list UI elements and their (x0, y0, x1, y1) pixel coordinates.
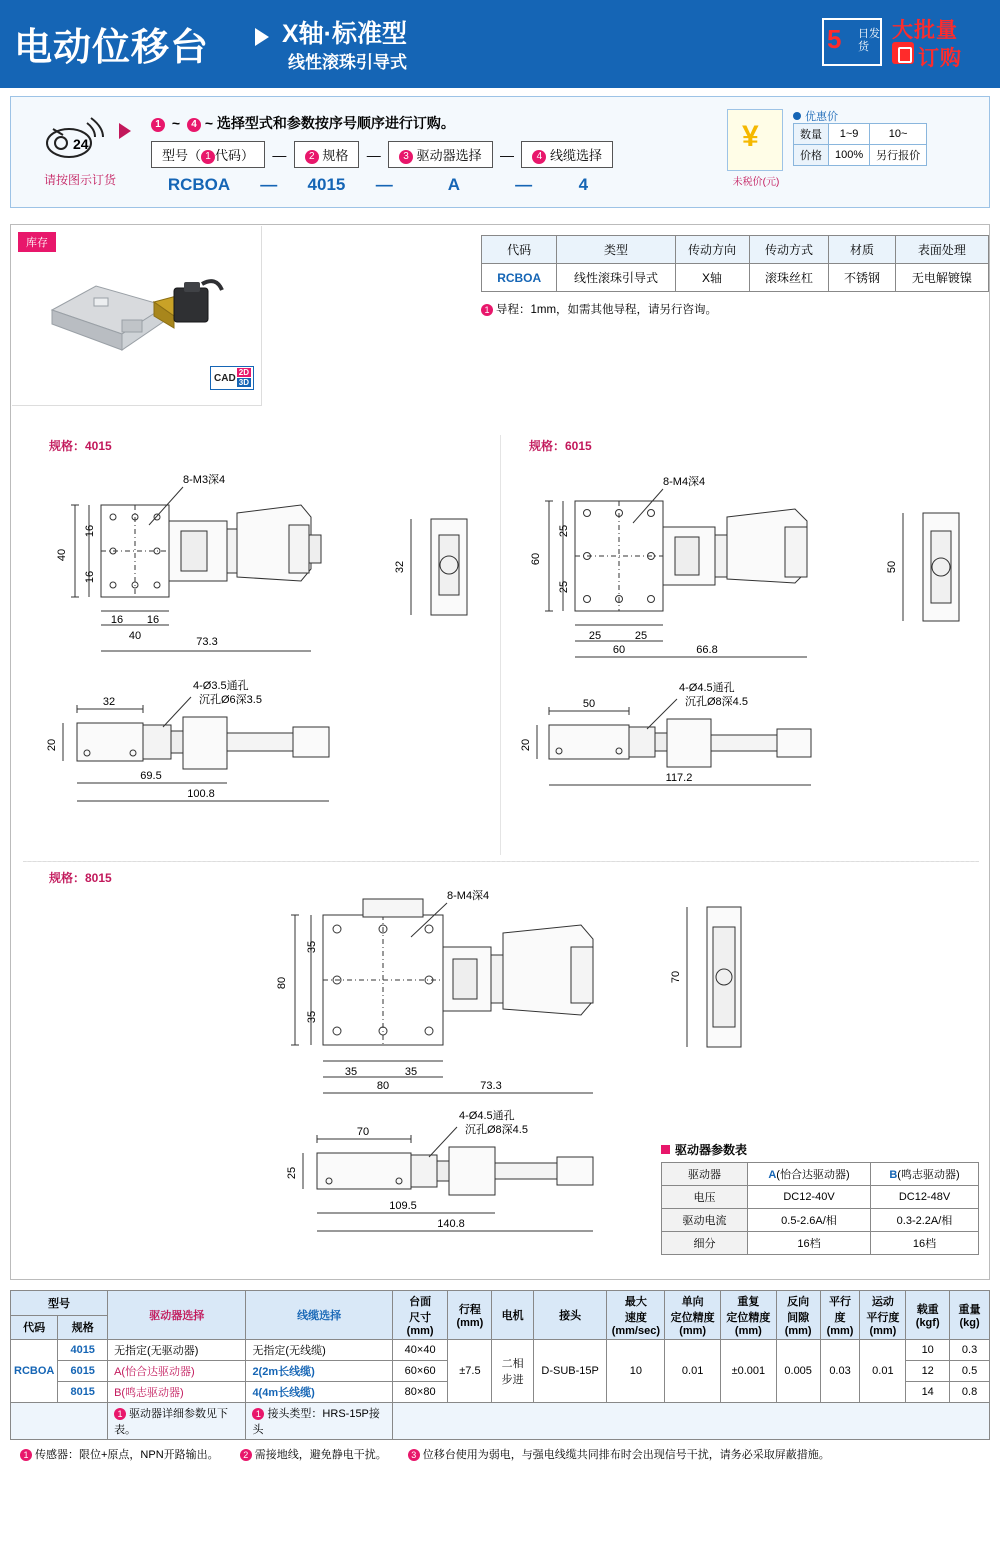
spec-label-8015: 规格：8015 (49, 871, 112, 885)
driver-current-a: 0.5-2.6A/相 (748, 1209, 871, 1232)
table-header-row (662, 1163, 979, 1186)
bh-driver: 驱动器选择 (108, 1291, 246, 1340)
footnote-1: 1 传感器：限位+原点，NPN开路输出。 (20, 1446, 219, 1462)
price-box (727, 109, 977, 195)
price-price-v2: 另行报价 (870, 145, 927, 166)
cell-motor: 二相 步进 (492, 1340, 534, 1403)
driver-current-b: 0.3-2.2A/相 (870, 1209, 978, 1232)
bh-backlash: 反向 间隙 (mm) (776, 1291, 820, 1340)
bulk-order-line2: 订购 (918, 47, 962, 70)
svg-text:100.8: 100.8 (187, 788, 215, 800)
cell-size-6015: 6015 (58, 1361, 108, 1382)
cell-surface: 无电解镀镍 (895, 264, 988, 292)
svg-text:70: 70 (670, 970, 682, 984)
table-header-row (482, 236, 989, 264)
order-by-phone-label: 请按图示订货 (43, 173, 116, 187)
product-photo (34, 258, 234, 368)
cell-driver-opt-1: A(怡合达驱动器) (108, 1361, 246, 1382)
promo-label: 优惠价 (793, 108, 838, 124)
dim-4015-40h: 40 (56, 548, 68, 562)
svg-text:20: 20 (46, 738, 58, 752)
bh-code: 代码 (11, 1315, 58, 1340)
cell-size-8015: 8015 (58, 1382, 108, 1403)
hole-note-4015-1: 4-Ø3.5通孔 (193, 680, 249, 692)
price-price-v1: 100% (829, 145, 870, 166)
svg-text:16: 16 (110, 614, 124, 626)
cell-driver-opt-2: B(鸣志驱动器) (108, 1382, 246, 1403)
page-title: 电动位移台 (14, 27, 210, 69)
tap-note-4015: 8-M3深4 (183, 474, 226, 486)
svg-text:80: 80 (376, 1080, 390, 1092)
drawing-4015 (31, 465, 481, 845)
order-cell-driver[interactable]: 3 驱动器选择 (388, 141, 493, 168)
cell-direction: X轴 (675, 264, 749, 292)
cell-note-filler (392, 1403, 989, 1440)
cell-size-60: 60×60 (392, 1361, 448, 1382)
driver-micro-b: 16档 (870, 1232, 978, 1255)
bh-table-size: 台面 尺寸 (mm) (392, 1291, 448, 1340)
table-row (662, 1186, 979, 1209)
cell-connector: D-SUB-15P (533, 1340, 606, 1403)
cell-size-80: 80×80 (392, 1382, 448, 1403)
price-qty-v2: 10~ (870, 124, 927, 145)
drawing-divider-horizontal (23, 861, 979, 862)
cell-cable-opt-0: 无指定(无线缆) (246, 1340, 392, 1361)
svg-text:66.8: 66.8 (696, 644, 718, 656)
order-code-dash-2: — (375, 175, 393, 194)
table-row (662, 1209, 979, 1232)
svg-text:16: 16 (146, 614, 160, 626)
order-by-phone (25, 109, 135, 195)
price-qty-label: 数量 (794, 124, 829, 145)
table-row (482, 264, 989, 292)
cell-load-2: 14 (906, 1382, 950, 1403)
footnotes (20, 1446, 1000, 1462)
bh-weight: 重量 (kg) (950, 1291, 990, 1340)
driver-voltage-label: 电压 (662, 1186, 748, 1209)
svg-text:32: 32 (102, 696, 116, 708)
order-code-driver: A (447, 175, 461, 194)
svg-text:35: 35 (404, 1066, 418, 1078)
product-photo-box (12, 226, 262, 406)
order-code-dash-3: — (515, 175, 533, 194)
bulk-order-badge (892, 14, 988, 70)
cell-stroke: ±7.5 (448, 1340, 492, 1403)
table-row (662, 1232, 979, 1255)
bh-parallel: 平行 度 (mm) (820, 1291, 860, 1340)
order-instructions-box (10, 96, 990, 208)
order-step-4: 4 (187, 118, 201, 132)
driver-current-label: 驱动电流 (662, 1209, 748, 1232)
svg-text:25: 25 (286, 1166, 298, 1180)
svg-text:109.5: 109.5 (389, 1200, 417, 1212)
table-row (11, 1340, 990, 1361)
cell-backlash: 0.005 (776, 1340, 820, 1403)
cell-load-0: 10 (906, 1340, 950, 1361)
shipping-days-number: 5 (827, 24, 842, 54)
hole-note-6015-2: 沉孔Ø8深4.5 (685, 696, 748, 708)
spec-label-6015: 规格：6015 (529, 439, 592, 453)
spec-summary-block (10, 1290, 990, 1461)
driver-col-label: 驱动器 (662, 1163, 748, 1186)
svg-text:25: 25 (558, 580, 570, 594)
cell-load-1: 12 (906, 1361, 950, 1382)
tap-note-8015: 8-M4深4 (447, 890, 490, 902)
bh-load: 载重 (kgf) (906, 1291, 950, 1340)
table-row (11, 1403, 990, 1440)
driver-param-title: 驱动器参数表 (661, 1141, 979, 1158)
cell-driver-opt-0: 无指定(无驱动器) (108, 1340, 246, 1361)
table-row (794, 124, 927, 145)
svg-text:35: 35 (306, 1010, 318, 1024)
drawing-6015 (511, 465, 981, 845)
page-header (0, 0, 1000, 88)
driver-micro-a: 16档 (748, 1232, 871, 1255)
cell-model-code: RCBOA (11, 1340, 58, 1403)
order-code-size: 4015 (307, 175, 346, 194)
svg-text:60: 60 (612, 644, 626, 656)
svg-text:40: 40 (128, 630, 142, 642)
order-instruction-text: ~ 选择型式和参数按序号顺序进行订购。 (204, 115, 455, 131)
spec-label-4015: 规格：4015 (49, 439, 112, 453)
cell-weight-0: 0.3 (950, 1340, 990, 1361)
order-code-cable: 4 (578, 175, 589, 194)
bulk-order-line1: 大批量 (892, 19, 958, 42)
driver-voltage-a: DC12-40V (748, 1186, 871, 1209)
cell-max-speed: 10 (607, 1340, 665, 1403)
header-subtitle-1: X轴·标准型 (282, 20, 408, 48)
bh-connector: 接头 (533, 1291, 606, 1340)
cell-empty-note (11, 1403, 108, 1440)
driver-col-a: A(怡合达驱动器) (748, 1163, 871, 1186)
svg-text:50: 50 (886, 560, 898, 574)
order-cell-size[interactable]: 2 规格 (294, 141, 360, 168)
order-cell-model[interactable]: 型号（ 1 代码） (151, 141, 265, 168)
yen-box (727, 109, 783, 171)
svg-text:32: 32 (394, 560, 406, 574)
tap-note-6015: 8-M4深4 (663, 476, 706, 488)
order-instruction: 1 ~ 4 ~ 选择型式和参数按序号顺序进行订购。 (151, 113, 455, 133)
col-drive: 传动方式 (749, 236, 829, 264)
order-code-structure (151, 141, 613, 167)
cell-size-4015: 4015 (58, 1340, 108, 1361)
driver-param-block (661, 1141, 979, 1255)
bh-model: 型号 (11, 1291, 108, 1316)
cell-cable-opt-1: 2(2m长线缆) (246, 1361, 392, 1382)
cart-icon (892, 42, 914, 64)
svg-text:117.2: 117.2 (665, 772, 693, 784)
code-table-note: 1 导程：1mm，如需其他导程，请另行咨询。 (481, 301, 717, 317)
bh-size: 规格 (58, 1315, 108, 1340)
shipping-days-label: 日发货 (858, 28, 880, 53)
order-dash-1: — (272, 147, 287, 163)
svg-text:73.3: 73.3 (196, 636, 218, 648)
cell-parallel: 0.03 (820, 1340, 860, 1403)
footnote-3: 3 位移台使用为弱电，与强电线缆共同排布时会出现信号干扰，请务必采取屏蔽措施。 (408, 1446, 830, 1462)
svg-text:25: 25 (588, 630, 602, 642)
svg-text:25: 25 (558, 524, 570, 538)
bh-stroke: 行程 (mm) (448, 1291, 492, 1340)
order-code-model: RCBOA (167, 175, 231, 194)
cell-driver-note: 1 驱动器详细参数见下表。 (108, 1403, 246, 1440)
svg-text:80: 80 (276, 976, 288, 990)
cell-weight-1: 0.5 (950, 1361, 990, 1382)
svg-text:50: 50 (582, 698, 596, 710)
svg-text:35: 35 (344, 1066, 358, 1078)
cell-cable-note: 1 接头类型：HRS-15P接头 (246, 1403, 392, 1440)
order-cell-cable[interactable]: 4 线缆选择 (521, 141, 613, 168)
svg-text:20: 20 (520, 738, 532, 752)
footnote-2: 2 需接地线，避免静电干扰。 (240, 1446, 387, 1462)
cell-material: 不锈钢 (829, 264, 895, 292)
driver-param-table (661, 1162, 979, 1255)
hole-note-4015-2: 沉孔Ø6深3.5 (199, 694, 262, 706)
driver-voltage-b: DC12-48V (870, 1186, 978, 1209)
hole-note-8015-2: 沉孔Ø8深4.5 (465, 1124, 528, 1136)
cell-size-40: 40×40 (392, 1340, 448, 1361)
bh-max-speed: 最大 速度 (mm/sec) (607, 1291, 665, 1340)
order-code-dash-1: — (260, 175, 278, 194)
svg-text:25: 25 (634, 630, 648, 642)
cad-badge[interactable]: CAD 2D 3D (210, 366, 254, 390)
cell-type: 线性滚珠引导式 (557, 264, 675, 292)
shipping-days-badge (822, 18, 882, 66)
cell-motion-parallel: 0.01 (860, 1340, 906, 1403)
table-row (794, 145, 927, 166)
telephone-icon (39, 113, 111, 161)
svg-text:35: 35 (306, 940, 318, 954)
cell-cable-opt-2: 4(4m长线缆) (246, 1382, 392, 1403)
order-dash-3: — (500, 147, 514, 163)
cell-uni-acc: 0.01 (665, 1340, 721, 1403)
code-spec-table (481, 235, 989, 292)
bh-motion-parallel: 运动 平行度 (mm) (860, 1291, 906, 1340)
bh-rep-acc: 重复 定位精度 (mm) (720, 1291, 776, 1340)
svg-text:16: 16 (84, 524, 96, 538)
svg-text:73.3: 73.3 (480, 1080, 502, 1092)
col-direction: 传动方向 (675, 236, 749, 264)
svg-text:69.5: 69.5 (140, 770, 162, 782)
bh-motor: 电机 (492, 1291, 534, 1340)
svg-text:140.8: 140.8 (437, 1218, 465, 1230)
order-dash-2: — (366, 147, 381, 163)
svg-text:70: 70 (356, 1126, 370, 1138)
drawing-divider-vertical (500, 435, 501, 855)
col-code: 代码 (482, 236, 557, 264)
cell-code: RCBOA (482, 264, 557, 292)
order-arrow-icon (119, 123, 131, 139)
order-code-example (151, 175, 621, 195)
yen-note: 未税价(元) (732, 177, 780, 188)
price-qty-v1: 1~9 (829, 124, 870, 145)
col-material: 材质 (829, 236, 895, 264)
order-step-1: 1 (151, 118, 165, 132)
price-price-label: 价格 (794, 145, 829, 166)
col-type: 类型 (557, 236, 675, 264)
title-arrow-icon (255, 28, 269, 46)
cell-drive: 滚珠丝杠 (749, 264, 829, 292)
header-subtitle-2: 线性滚珠引导式 (288, 53, 407, 72)
table-header-row (11, 1291, 990, 1316)
svg-text:16: 16 (84, 570, 96, 584)
svg-text:60: 60 (530, 552, 542, 566)
bh-cable: 线缆选择 (246, 1291, 392, 1340)
spec-summary-table (10, 1290, 990, 1440)
driver-col-b: B(鸣志驱动器) (870, 1163, 978, 1186)
price-table (793, 123, 927, 166)
svg-text:24: 24 (73, 136, 89, 152)
hole-note-6015-1: 4-Ø4.5通孔 (679, 682, 735, 694)
cell-weight-2: 0.8 (950, 1382, 990, 1403)
yen-symbol: ¥ (742, 120, 759, 153)
hole-note-8015-1: 4-Ø4.5通孔 (459, 1110, 515, 1122)
col-surface: 表面处理 (895, 236, 988, 264)
stock-badge: 库存 (18, 232, 56, 252)
driver-micro-label: 细分 (662, 1232, 748, 1255)
bh-uni-acc: 单向 定位精度 (mm) (665, 1291, 721, 1340)
main-content-frame (10, 224, 990, 1280)
cell-rep-acc: ±0.001 (720, 1340, 776, 1403)
